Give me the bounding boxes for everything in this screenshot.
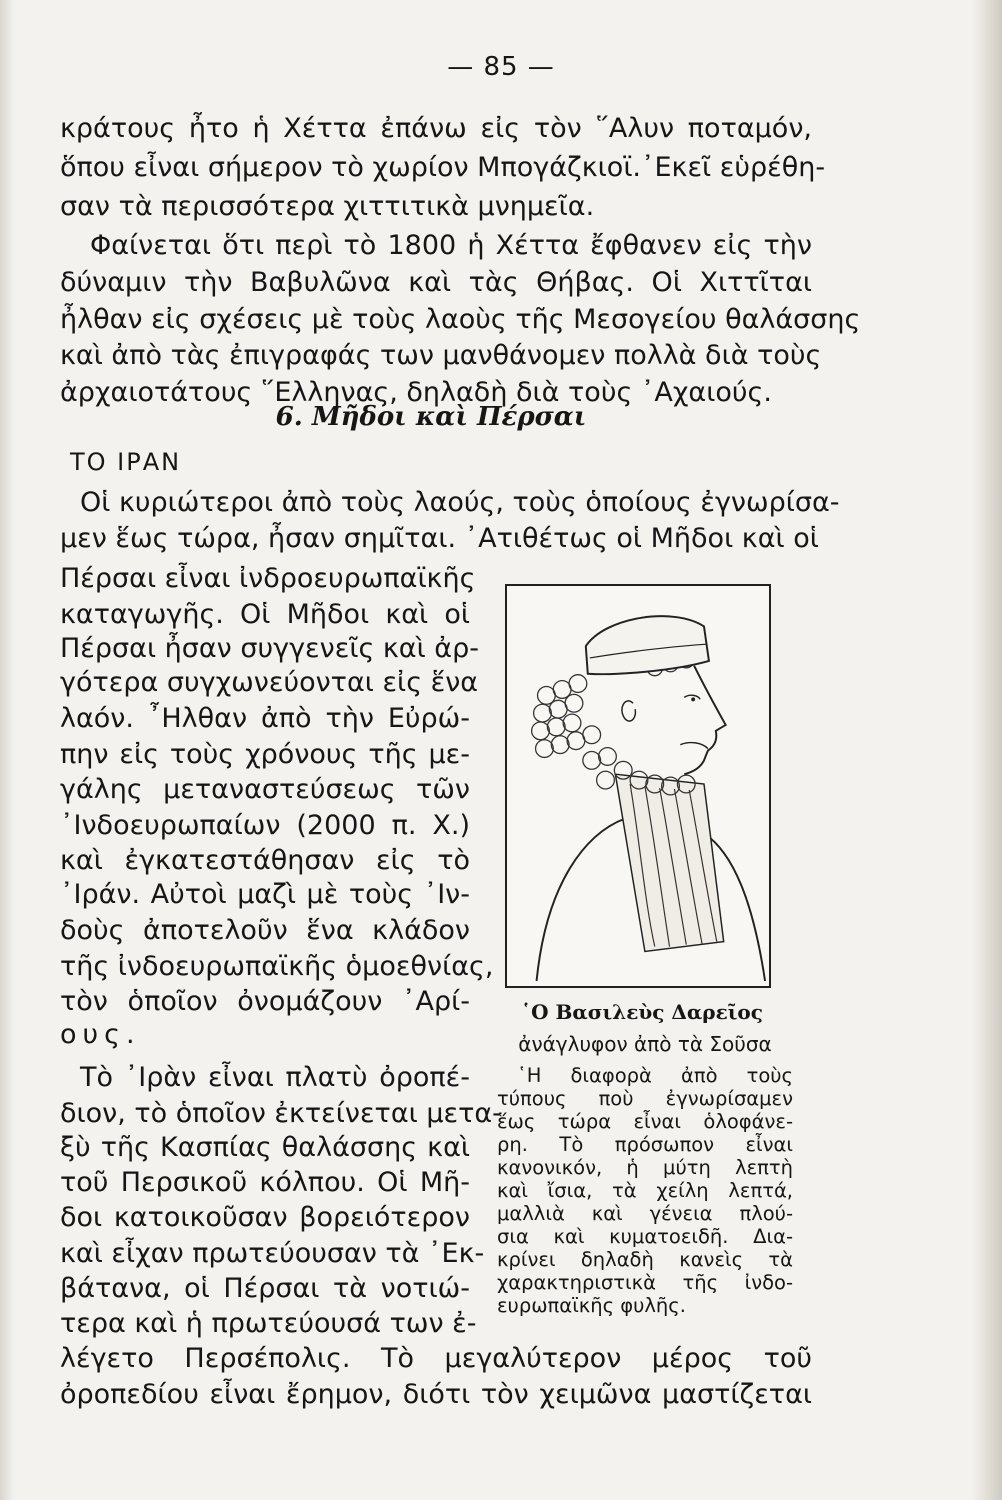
text-line: ἦλθαν εἰς σχέσεις μὲ τοὺς λαοὺς τῆς Μεσογείου θαλάσσης [60, 304, 861, 335]
text-line: Πέρσαι εἶναι ἰνδροευρωπαϊκῆς [60, 563, 476, 594]
section-heading: 6. Μῆδοι καὶ Πέρσαι [275, 402, 587, 432]
figure-caption-line: σια καὶ κυματοειδῆ. Δια- [497, 1225, 793, 1248]
figure-caption-line: μαλλιὰ καὶ γένεια πλού- [497, 1202, 793, 1225]
figure-caption-subtitle: ἀνάγλυφον ἀπὸ τὰ Σοῦσα [518, 1032, 772, 1056]
figure-caption-line: καὶ ἴσια, τὰ χείλη λεπτά, [497, 1179, 793, 1202]
text-line: σαν τὰ περισσότερα χιττιτικὰ μνημεῖα. [60, 191, 595, 222]
text-line: λέγετο Περσέπολις. Τὸ μεγαλύτερον μέρος τοῦ [60, 1343, 812, 1374]
figure-caption-line: κανονικόν, ἡ μύτη λεπτὴ [497, 1156, 793, 1179]
text-line: Τὸ ᾿Ιρὰν εἶναι πλατὺ ὀροπέ- [80, 1062, 470, 1093]
text-line: τῆς ἰνδοευρωπαϊκῆς ὁμοεθνίας, [60, 951, 494, 982]
figure-caption-line: χαρακτηριστικὰ τῆς ἰνδο- [497, 1271, 793, 1294]
figure-caption-line: ἕως τώρα εἶναι ὁλοφάνε- [497, 1110, 793, 1133]
page-left-edge [0, 0, 14, 1500]
text-line: Φαίνεται ὅτι περὶ τὸ 1800 ἡ Χέττα ἔφθανεν εἰς τὴν [90, 230, 812, 261]
text-line: δοι κατοικοῦσαν βορειότερον [60, 1202, 470, 1233]
text-line: διον, τὸ ὁποῖον ἐκτείνεται μετα- [60, 1098, 502, 1129]
figure-caption-line: τύπους ποὺ ἐγνωρίσαμεν [497, 1087, 793, 1110]
text-line: ὀροπεδίου εἶναι ἔρημον, διότι τὸν χειμῶνα μαστίζεται [60, 1379, 812, 1410]
figure-caption-line: ῾Η διαφορὰ ἀπὸ τοὺς [517, 1064, 793, 1087]
figure-caption-line: ευρωπαϊκῆς φυλῆς. [497, 1294, 686, 1317]
text-line: ᾿Ιράν. Αὐτοὶ μαζὶ μὲ τοὺς ᾿Ιν- [60, 879, 470, 910]
text-line: ους. [60, 1019, 141, 1050]
text-line: τὸν ὁποῖον ὀνομάζουν ᾿Αρί- [60, 986, 470, 1017]
text-line: ἀρχαιοτάτους ῞Ελληνας, δηλαδὴ διὰ τοὺς ᾿Αχαιούς. [60, 377, 772, 408]
text-line: δύναμιν τὴν Βαβυλῶνα καὶ τὰς Θήβας. Οἱ Χιττῖται [60, 267, 812, 298]
text-line: τοῦ Περσικοῦ κόλπου. Οἱ Μῆ- [60, 1167, 470, 1198]
text-line: Οἱ κυριώτεροι ἀπὸ τοὺς λαούς, τοὺς ὁποίους ἐγνωρίσα- [80, 487, 840, 518]
darius-relief-illustration [507, 586, 769, 986]
figure-caption-line: ρη. Τὸ πρόσωπον εἶναι [497, 1133, 793, 1156]
text-line: Πέρσαι ἦσαν συγγενεῖς καὶ ἀρ- [60, 633, 479, 664]
text-line: μεν ἕως τώρα, ἦσαν σημῖται. ᾿Ατιθέτως οἱ Μῆδοι καὶ οἱ [60, 523, 819, 554]
text-line: γότερα συγχωνεύονται εἰς ἕνα [60, 667, 479, 698]
text-line: καὶ εἶχαν πρωτεύουσαν τὰ ᾿Εκ- [60, 1238, 485, 1269]
darius-relief-figure [505, 584, 771, 988]
text-line: κράτους ἦτο ἡ Χέττα ἐπάνω εἰς τὸν ῞Αλυν ποταμόν, [60, 113, 812, 144]
text-line: τερα καὶ ἡ πρωτεύουσά των ἐ- [60, 1308, 477, 1339]
text-line: δοὺς ἀποτελοῦν ἕνα κλάδον [60, 915, 470, 946]
text-line: λαόν. ῏Ηλθαν ἀπὸ τὴν Εὐρώ- [60, 703, 470, 734]
text-line: ξὺ τῆς Κασπίας θαλάσσης καὶ [60, 1132, 470, 1163]
text-line: καὶ ἐγκατεστάθησαν εἰς τὸ [60, 845, 470, 876]
page-right-edge [972, 0, 1002, 1500]
text-line: καταγωγῆς. Οἱ Μῆδοι καὶ οἱ [60, 599, 470, 630]
margin-title: ΤΟ ΙΡΑΝ [70, 448, 182, 476]
figure-caption-title: ῾Ο Βασιλεὺς Δαρεῖος [521, 1000, 763, 1024]
text-line: ᾿Ινδοευρωπαίων (2000 π. Χ.) [60, 810, 470, 841]
text-line: πην εἰς τοὺς χρόνους τῆς με- [60, 739, 470, 770]
figure-caption-line: κρίνει δηλαδὴ κανεὶς τὰ [497, 1248, 793, 1271]
text-line: βάτανα, οἱ Πέρσαι τὰ νοτιώ- [60, 1273, 470, 1304]
text-line: γάλης μεταναστεύσεως τῶν [60, 774, 470, 805]
text-line: καὶ ἀπὸ τὰς ἐπιγραφάς των μανθάνομεν πολλὰ διὰ τοὺς [60, 340, 822, 371]
page-number: — 85 — [447, 52, 555, 82]
text-line: ὅπου εἶναι σήμερον τὸ χωρίον Μπογάζκιοϊ.᾿Εκεῖ εὑρέθη- [60, 152, 826, 183]
